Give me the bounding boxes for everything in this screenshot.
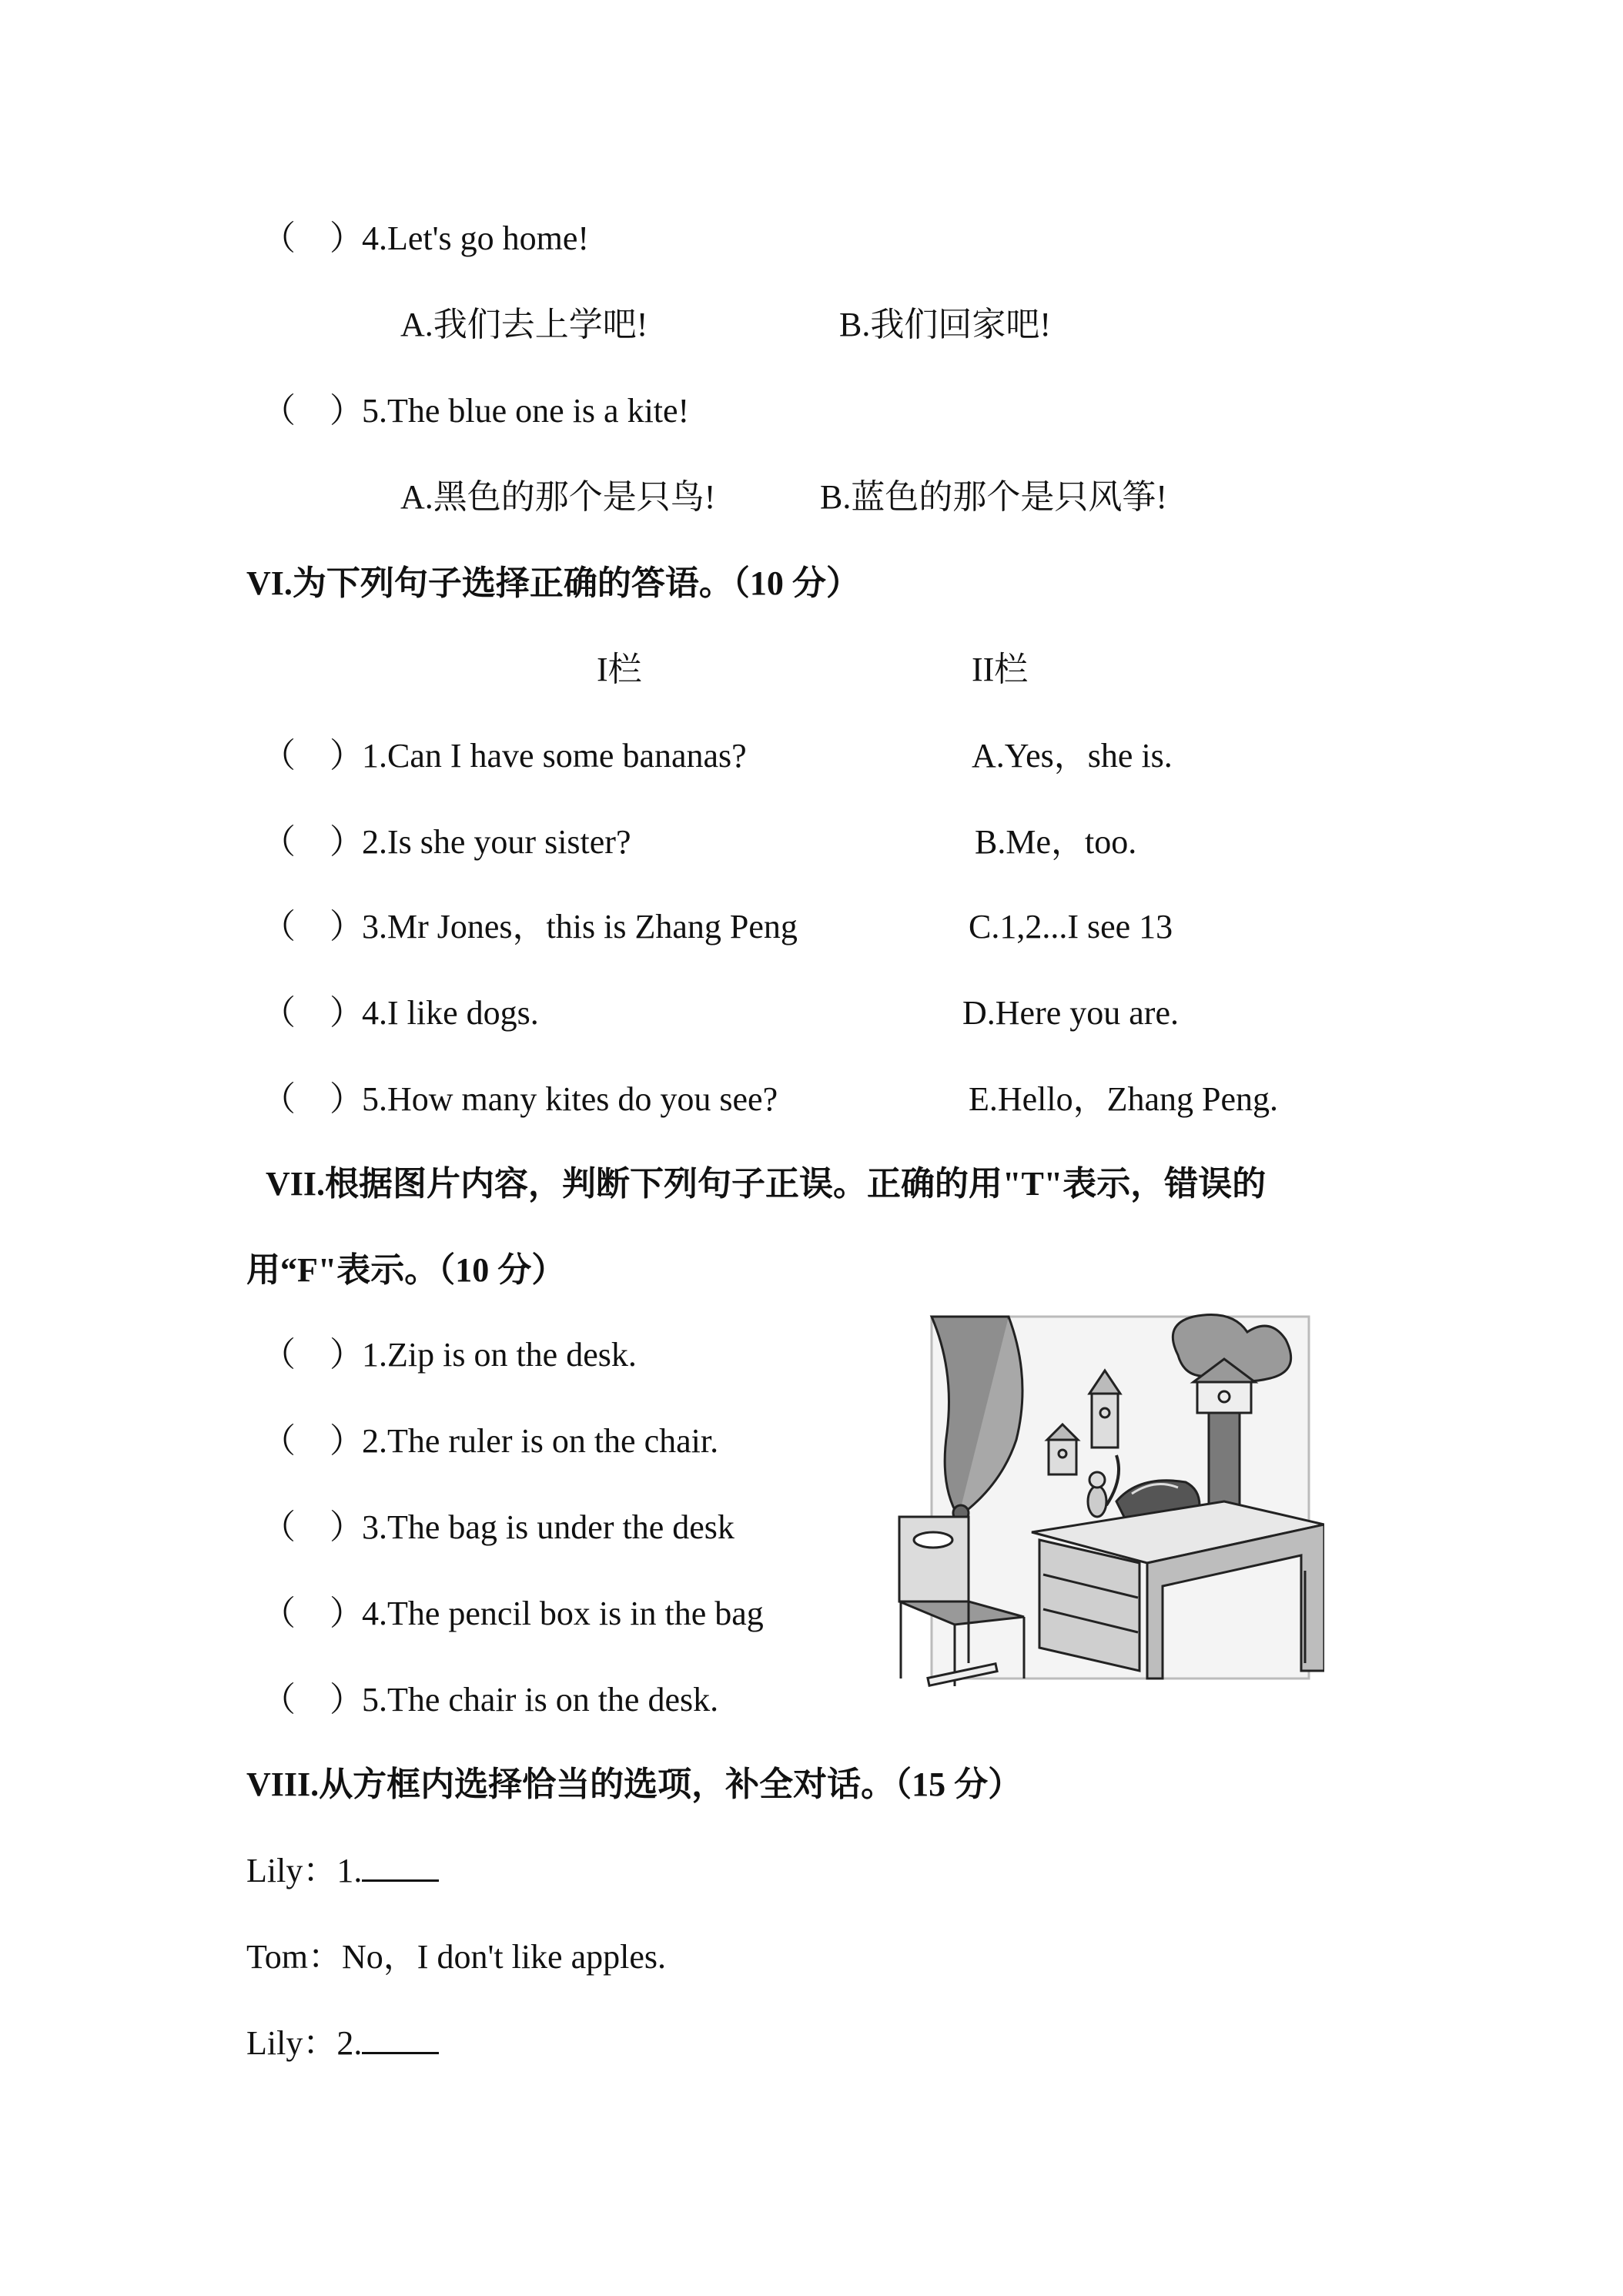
- answer-paren[interactable]: （ ）: [262, 823, 363, 861]
- section6-col1-label: I栏: [597, 651, 642, 688]
- q5-5-option-a: A.黑色的那个是只鸟!: [400, 478, 716, 516]
- answer-paren[interactable]: （ ）: [262, 994, 363, 1032]
- dialog-speaker: Lily：: [246, 2024, 337, 2062]
- dialog-line-2: Tom：No，I don't like apples.: [246, 1938, 666, 1976]
- section6-answer-b: B.Me，too.: [975, 823, 1137, 861]
- section6-question-1: （ ）1.Can I have some bananas?: [262, 733, 747, 779]
- section7-item-2: （ ）2.The ruler is on the chair.: [262, 1418, 718, 1464]
- section6-question-4: （ ）4.I like dogs.: [262, 990, 539, 1036]
- answer-paren[interactable]: （ ）: [262, 1080, 363, 1118]
- desk-drawers: [1039, 1540, 1139, 1671]
- section6-question-5: （ ）5.How many kites do you see?: [262, 1076, 778, 1123]
- dialog-speaker: Tom：: [246, 1938, 343, 1976]
- q5-5-text: The blue one is a kite!: [387, 392, 690, 430]
- section7-heading-line2: 用“F"表示。（10 分）: [246, 1251, 566, 1289]
- section6-col2-label: II栏: [972, 651, 1029, 688]
- section8-heading: VIII.从方框内选择恰当的选项，补全对话。（15 分）: [246, 1766, 1022, 1803]
- q5-4-line: （ ）4.Let's go home!: [262, 216, 589, 262]
- answer-paren[interactable]: （ ）: [262, 1508, 363, 1546]
- answer-paren[interactable]: （ ）: [262, 908, 363, 946]
- section7-heading-line1: VII.根据图片内容，判断下列句子正误。正确的用"T"表示，错误的: [266, 1165, 1267, 1203]
- answer-paren[interactable]: （ ）: [262, 1422, 363, 1460]
- section7-item-5: （ ）5.The chair is on the desk.: [262, 1677, 718, 1723]
- section6-answer-d: D.Here you are.: [962, 994, 1179, 1032]
- dialog-line-3: Lily：2.: [246, 2020, 439, 2067]
- room-illustration: [885, 1309, 1324, 1694]
- birdhouse-right: [1197, 1382, 1251, 1413]
- q5-4-option-b: B.我们回家吧!: [839, 306, 1051, 343]
- dialog-speaker: Lily：: [246, 1852, 337, 1889]
- answer-blank[interactable]: [362, 2021, 439, 2054]
- section6-answer-a: A.Yes，she is.: [972, 737, 1173, 775]
- answer-paren[interactable]: （ ）: [262, 392, 363, 430]
- answer-paren[interactable]: （ ）: [262, 1681, 363, 1719]
- answer-paren[interactable]: （ ）: [262, 219, 363, 257]
- dialog-line-1: Lily：1.: [246, 1848, 439, 1894]
- section7-item-1: （ ）1.Zip is on the desk.: [262, 1332, 637, 1378]
- section7-item-4: （ ）4.The pencil box is in the bag: [262, 1591, 764, 1637]
- q5-4-text: Let's go home!: [387, 219, 590, 257]
- answer-paren[interactable]: （ ）: [262, 1336, 363, 1374]
- section6-answer-c: C.1,2...I see 13: [969, 908, 1173, 946]
- zip-squirrel: [1088, 1486, 1106, 1517]
- birdhouse-tall: [1092, 1394, 1118, 1448]
- answer-blank[interactable]: [362, 1849, 439, 1882]
- section6-question-3: （ ）3.Mr Jones，this is Zhang Peng: [262, 904, 798, 950]
- section7-item-3: （ ）3.The bag is under the desk: [262, 1504, 735, 1551]
- q5-4-option-a: A.我们去上学吧!: [400, 306, 648, 343]
- section6-question-2: （ ）2.Is she your sister?: [262, 819, 631, 865]
- section6-heading: VI.为下列句子选择正确的答语。（10 分）: [246, 564, 860, 602]
- chair-back: [899, 1517, 969, 1602]
- answer-paren[interactable]: （ ）: [262, 1595, 363, 1632]
- section6-answer-e: E.Hello，Zhang Peng.: [969, 1080, 1279, 1118]
- q5-5-line: （ ）5.The blue one is a kite!: [262, 388, 689, 434]
- q5-5-option-b: B.蓝色的那个是只风筝!: [820, 478, 1167, 516]
- answer-paren[interactable]: （ ）: [262, 737, 363, 775]
